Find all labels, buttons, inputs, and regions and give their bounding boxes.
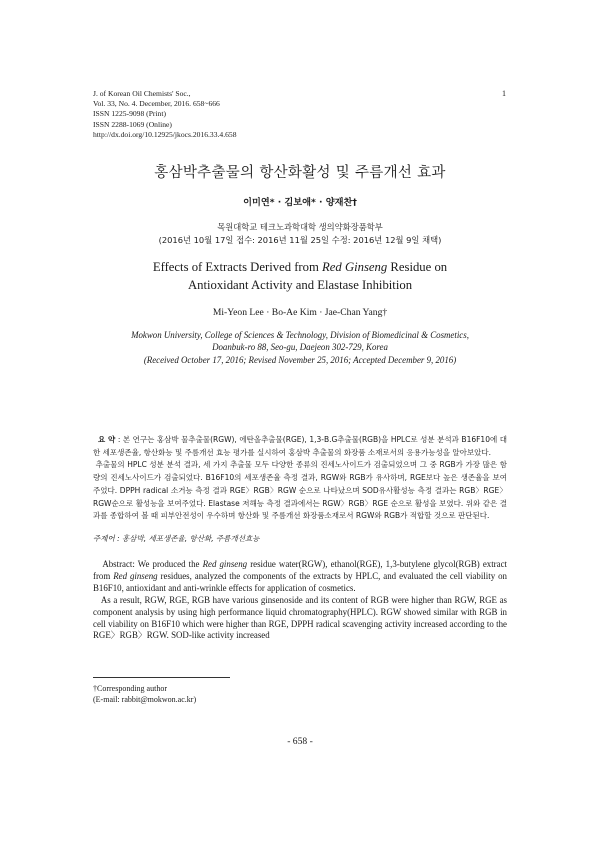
title-text-end: Residue on — [387, 260, 448, 274]
title-italic: Red Ginseng — [322, 260, 388, 274]
corresponding-author: †Corresponding author — [93, 684, 167, 693]
korean-dates: (2016년 10월 17일 접수: 2016년 11월 25일 수정: 2016년 12월 9일 채택) — [158, 235, 442, 245]
journal-header — [93, 89, 513, 140]
english-title-line1 — [0, 259, 600, 277]
page-number-bottom: - 658 - — [287, 736, 313, 747]
english-abstract-label: Abstract — [102, 559, 133, 569]
english-authors: Mi-Yeon Lee · Bo-Ae Kim · Jae-Chan Yang† — [212, 307, 388, 318]
korean-authors: 이미연* · 김보애* · 양재찬† — [243, 197, 357, 208]
korean-affiliation-name: 목원대학교 테크노과학대학 생의약화장품학부 — [217, 222, 383, 232]
abs-en-t4: As a result, RGW, RGE, RGB have various ginsenoside and its content of RGB were higher than RGW, RGE as component analysis by using high performance liquid chromatography(HPLC). RGW showed similar with RGB in cell viability on B16F10 which were higher than RGE, DPPH radical scavenging activity increased according to the RGE〉RGB〉RGW. SOD-like activity increased — [93, 594, 507, 641]
abs-en-t1: : We produced the — [132, 559, 203, 569]
korean-abstract — [93, 434, 507, 523]
footnote-divider — [93, 677, 230, 678]
footnote — [93, 683, 196, 705]
abs-en-it2: Red ginseng — [113, 570, 158, 581]
affiliation-line2: Doanbuk-ro 88, Seo-gu, Daejeon 302-729, Korea — [212, 342, 388, 353]
doi-link[interactable]: http://dx.doi.org/10.12925/jkocs.2016.33.4.658 — [93, 129, 237, 139]
english-abstract-p1 — [93, 559, 507, 595]
issn-online: ISSN 2288-1069 (Online) — [93, 119, 172, 129]
korean-abstract-p2 — [93, 459, 507, 523]
korean-abstract-label: 요 약 — [98, 435, 116, 444]
korean-abstract-p1 — [93, 434, 507, 459]
english-abstract — [93, 559, 507, 642]
received-dates: (Received October 17, 2016; Revised November 25, 2016; Accepted December 9, 2016) — [143, 354, 457, 365]
issn-print: ISSN 1225-9098 (Print) — [93, 109, 166, 119]
affiliation-line1: Mokwon University, College of Sciences & Technology, Division of Biomedicinal & Cosmetics, — [131, 330, 469, 340]
author-email[interactable]: (E-mail: rabbit@mokwon.ac.kr) — [93, 695, 197, 704]
korean-abstract-text1: : 본 연구는 홍삼박 물추출물(RGW), 에탄올추출물(RGE), 1,3-B.G추출물(RGB)을 HPLC로 성분 분석과 B16F10에 대한 세포생존율, 항산화능 및 주름개선 효능 평가를 실시하여 홍삼박 추출물의 화장품 소재로서의 응용가능성을 알아보았다. — [93, 435, 507, 457]
abs-en-t3: residues, analyzed the components of the extracts by HPLC, and evaluated the cell viability on B16F10, antioxidant and anti-wrinkle effects for application of cosmetics. — [93, 570, 507, 593]
volume-info: Vol. 33, No. 4. December, 2016. 658~666 — [93, 99, 220, 109]
abs-en-it1: Red ginseng — [202, 559, 248, 569]
english-affiliation — [0, 329, 600, 366]
korean-title: 홍삼박추출물의 항산화활성 및 주름개선 효과 — [154, 165, 446, 181]
korean-affiliation — [0, 221, 600, 247]
abs-en-t2: residue water(RGW), ethanol(RGE), 1,3-butylene glycol(RGB) extract from — [93, 559, 507, 581]
english-title — [0, 259, 600, 294]
page-number-top: 1 — [502, 89, 506, 98]
english-abstract-p2 — [93, 595, 507, 643]
english-title-line2: Antioxidant Activity and Elastase Inhibition — [187, 277, 413, 292]
korean-keywords: 주제어 : 홍삼박, 세포생존율, 항산화, 주름개선효능 — [93, 534, 260, 543]
journal-name: J. of Korean Oil Chemists' Soc., — [93, 89, 191, 98]
korean-abstract-text2: 추출물의 HPLC 성분 분석 결과, 세 가지 추출물 모두 다양한 종류의 진세노사이드가 검출되었으며 그 중 RGB가 가장 많은 함량의 진세노사이드가 검출되었다. B16F10의 세포생존율 측정 결과, RGW와 RGB가 유사하며, RGE보다 높은 생존율을 보여주었다. DPPH radical 소거능 측정 결과 RGE〉RGB〉RGW 순으로 나타났으며 SOD유사활성능 측정 결과는 RGB〉RGE〉RGW순으로 활성능을 보여주었다. Elastase 저해능 측정 결과에서는 RGW〉RGB〉RGE 순으로 활성을 보였다. 위와 같은 결과를 종합하여 볼 때 피부안전성이 우수하며 항산화 및 주름개선 화장품소재로서 RGW와 RGB가 적합할 것으로 판단된다. — [93, 460, 507, 521]
title-text: Effects of Extracts Derived from — [152, 260, 323, 274]
